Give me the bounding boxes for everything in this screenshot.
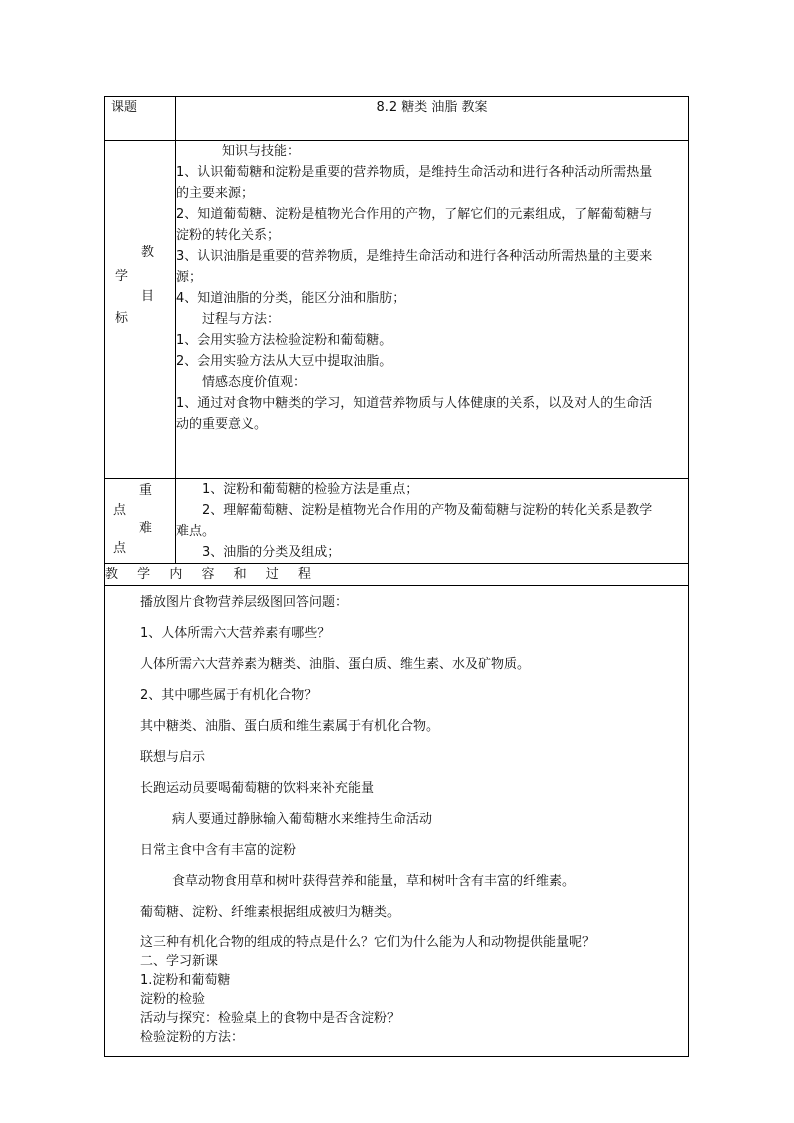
objectives-row (105, 141, 689, 479)
lesson-plan-table (104, 96, 689, 1057)
topic-label: 课题 (105, 97, 176, 141)
body-paragraph: 检验淀粉的方法： (140, 1030, 245, 1045)
lesson-body-content (105, 586, 688, 1047)
section-heading-char: 学 (137, 567, 151, 582)
body-paragraph: 活动与探究：检验桌上的食物中是否含淀粉？ (140, 1011, 401, 1026)
body-paragraph: 淀粉的检验 (140, 992, 206, 1007)
objectives-label-char: 学 (115, 269, 129, 284)
section-heading-char: 内 (169, 567, 183, 582)
objectives-heading: 过程与方法： (202, 312, 281, 327)
keypoint-line: 难点。 (176, 524, 216, 539)
body-paragraph: 葡萄糖、淀粉、纤维素根据组成被归为糖类。 (140, 905, 401, 920)
body-paragraph: 1.淀粉和葡萄糖 (140, 973, 231, 988)
keypoint-line: 1、淀粉和葡萄糖的检验方法是重点； (202, 482, 419, 497)
keypoints-label-char: 重 (139, 483, 153, 498)
objectives-content (176, 141, 689, 479)
objective-line: 2、知道葡萄糖、淀粉是植物光合作用的产物，了解它们的元素组成，了解葡萄糖与 (176, 207, 653, 222)
body-paragraph: 这三种有机化合物的组成的特点是什么？它们为什么能为人和动物提供能量呢？ (140, 935, 596, 950)
keypoint-line: 2、理解葡萄糖、淀粉是植物光合作用的产物及葡萄糖与淀粉的转化关系是教学 (202, 503, 653, 518)
objectives-label-char: 教 (141, 245, 155, 260)
objective-line: 2、会用实验方法从大豆中提取油脂。 (176, 354, 393, 369)
objective-line: 3、认识油脂是重要的营养物质，是维持生命活动和进行各种活动所需热量的主要来 (176, 249, 653, 264)
section-row (105, 564, 689, 586)
body-row (105, 586, 689, 1057)
objective-line: 动的重要意义。 (176, 417, 268, 432)
objective-line: 1、会用实验方法检验淀粉和葡萄糖。 (176, 333, 393, 348)
keypoints-row (105, 479, 689, 564)
body-paragraph: 食草动物食用草和树叶获得营养和能量，草和树叶含有丰富的纤维素。 (172, 874, 576, 889)
objective-line: 淀粉的转化关系； (176, 228, 281, 243)
objectives-heading: 情感态度价值观： (202, 375, 307, 390)
objectives-heading: 知识与技能： (222, 144, 301, 159)
body-paragraph: 其中糖类、油脂、蛋白质和维生素属于有机化合物。 (140, 719, 440, 734)
keypoints-label-char: 点 (113, 541, 127, 556)
section-heading-char: 教 (105, 567, 119, 582)
keypoint-line: 3、油脂的分类及组成； (202, 545, 341, 560)
body-paragraph: 2、其中哪些属于有机化合物？ (140, 688, 318, 703)
section-heading-char: 和 (233, 567, 247, 582)
lesson-body (105, 586, 689, 1057)
objective-line: 的主要来源； (176, 186, 255, 201)
section-heading-char: 容 (201, 567, 215, 582)
keypoints-content (176, 479, 689, 564)
body-paragraph: 1、人体所需六大营养素有哪些？ (140, 626, 331, 641)
section-heading (105, 564, 689, 586)
body-paragraph: 二、学习新课 (140, 954, 219, 969)
section-heading-char: 程 (297, 567, 311, 582)
body-paragraph: 联想与启示 (140, 750, 206, 765)
objectives-label-char: 标 (115, 311, 129, 326)
body-paragraph: 病人要通过静脉输入葡萄糖水来维持生命活动 (172, 812, 433, 827)
body-paragraph: 日常主食中含有丰富的淀粉 (140, 843, 297, 858)
section-heading-char: 过 (265, 567, 279, 582)
lesson-title: 8.2 糖类 油脂 教案 (176, 97, 689, 141)
body-paragraph: 人体所需六大营养素为糖类、油脂、蛋白质、维生素、水及矿物质。 (140, 657, 531, 672)
objective-line: 1、通过对食物中糖类的学习，知道营养物质与人体健康的关系，以及对人的生命活 (176, 396, 653, 411)
objective-line: 源； (176, 270, 203, 285)
title-row (105, 97, 689, 141)
objective-line: 4、知道油脂的分类，能区分油和脂肪； (176, 291, 406, 306)
objective-line: 1、认识葡萄糖和淀粉是重要的营养物质，是维持生命活动和进行各种活动所需热量 (176, 165, 653, 180)
keypoints-label-char: 难 (139, 521, 153, 536)
keypoints-label-char: 点 (113, 503, 127, 518)
objectives-label-char: 目 (141, 289, 155, 304)
keypoints-label (105, 479, 176, 564)
body-paragraph: 长跑运动员要喝葡萄糖的饮料来补充能量 (140, 781, 375, 796)
objectives-label (105, 141, 176, 479)
body-paragraph: 播放图片食物营养层级图回答问题： (140, 595, 349, 610)
